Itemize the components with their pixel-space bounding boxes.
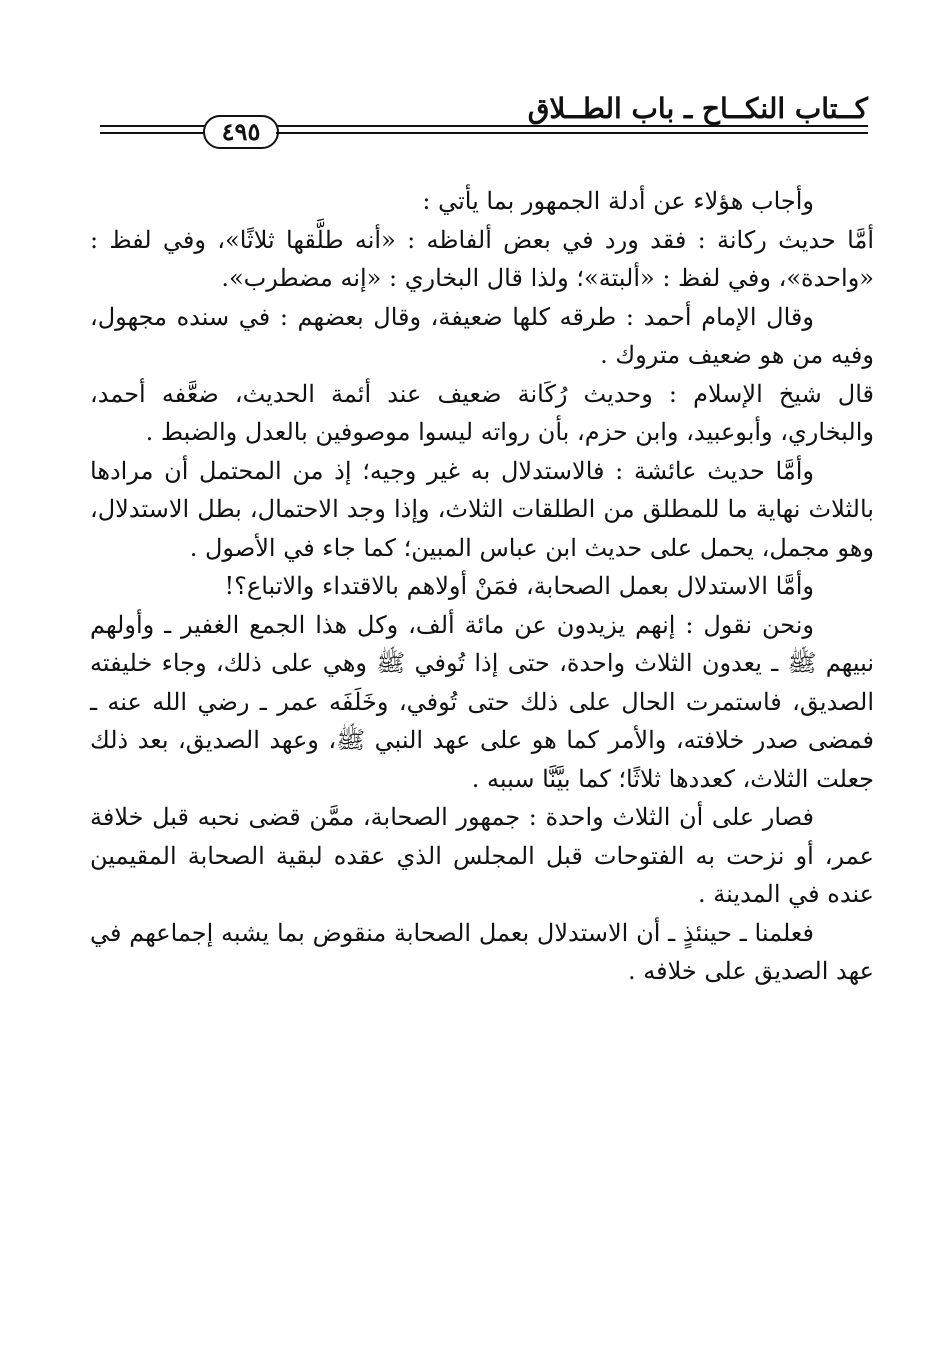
- header-rule-right: [276, 125, 868, 135]
- header-rule-line: [100, 132, 205, 134]
- running-title: كــتاب النكــاح ـ باب الطــلاق: [527, 92, 868, 125]
- paragraph: وأمَّا حديث عائشة : فالاستدلال به غير وجيه؛ إذ من المحتمل أن مرادها بالثلاث نهاية ما للمطلق من الطلقات الثلاث، وإذا وجد الاحتمال، بطل الاستدلال، وهو مجمل، يحمل على حديث ابن عباس المبين؛ كما جاء في الأصول .: [90, 456, 874, 562]
- paragraph: وأجاب هؤلاء عن أدلة الجمهور بما يأتي :: [422, 187, 814, 215]
- paragraph: فعلمنا ـ حينئذٍ ـ أن الاستدلال بعمل الصحابة منقوض بما يشبه إجماعهم في عهد الصديق على خلافه .: [90, 918, 874, 985]
- paragraph: فصار على أن الثلاث واحدة : جمهور الصحابة، ممَّن قضى نحبه قبل خلافة عمر، أو نزحت به الفتوحات قبل المجلس الذي عقده لبقية الصحابة المقيمين عنده في المدينة .: [90, 803, 874, 908]
- paragraph: قال شيخ الإسلام : وحديث رُكَانة ضعيف عند أئمة الحديث، ضعَّفه أحمد، والبخاري، وأبوعبيد، وابن حزم، بأن رواته ليسوا موصوفين بالعدل والضبط .: [90, 379, 874, 446]
- header-rule-left: [100, 125, 205, 135]
- paragraph: وقال الإمام أحمد : طرقه كلها ضعيفة، وقال بعضهم : في سنده مجهول، وفيه من هو ضعيف متروك .: [90, 302, 874, 369]
- header-rule-line: [276, 125, 868, 127]
- paragraph: وأمَّا الاستدلال بعمل الصحابة، فمَنْ أولاهم بالاقتداء والاتباع؟!: [224, 572, 814, 600]
- header-rule-line: [276, 132, 868, 134]
- header-rule-line: [100, 125, 205, 127]
- page-body: [90, 182, 874, 991]
- page-number: ٤٩٥: [203, 115, 279, 149]
- paragraph: ونحن نقول : إنهم يزيدون عن مائة ألف، وكل هذا الجمع الغفير ـ وأولهم نبيهم ﷺ ـ يعدون الثلاث واحدة، حتى إذا تُوفي ﷺ وهي على ذلك، وجاء خليفته الصديق، فاستمرت الحال على ذلك حتى تُوفي، وخَلَفَه عمر ـ رضي الله عنه ـ فمضى صدر خلافته، والأمر كما هو على عهد النبي ﷺ، وعهد الصديق، بعد ذلك جعلت الثلاث، كعددها ثلاثًا؛ كما بيَّنَّا سببه .: [90, 610, 874, 793]
- paragraph: أمَّا حديث ركانة : فقد ورد في بعض ألفاظه : «أنه طلَّقها ثلاثًا»، وفي لفظ : «واحدة»، وفي لفظ : «ألبتة»؛ ولذا قال البخاري : «إنه مضطرب».: [90, 225, 874, 292]
